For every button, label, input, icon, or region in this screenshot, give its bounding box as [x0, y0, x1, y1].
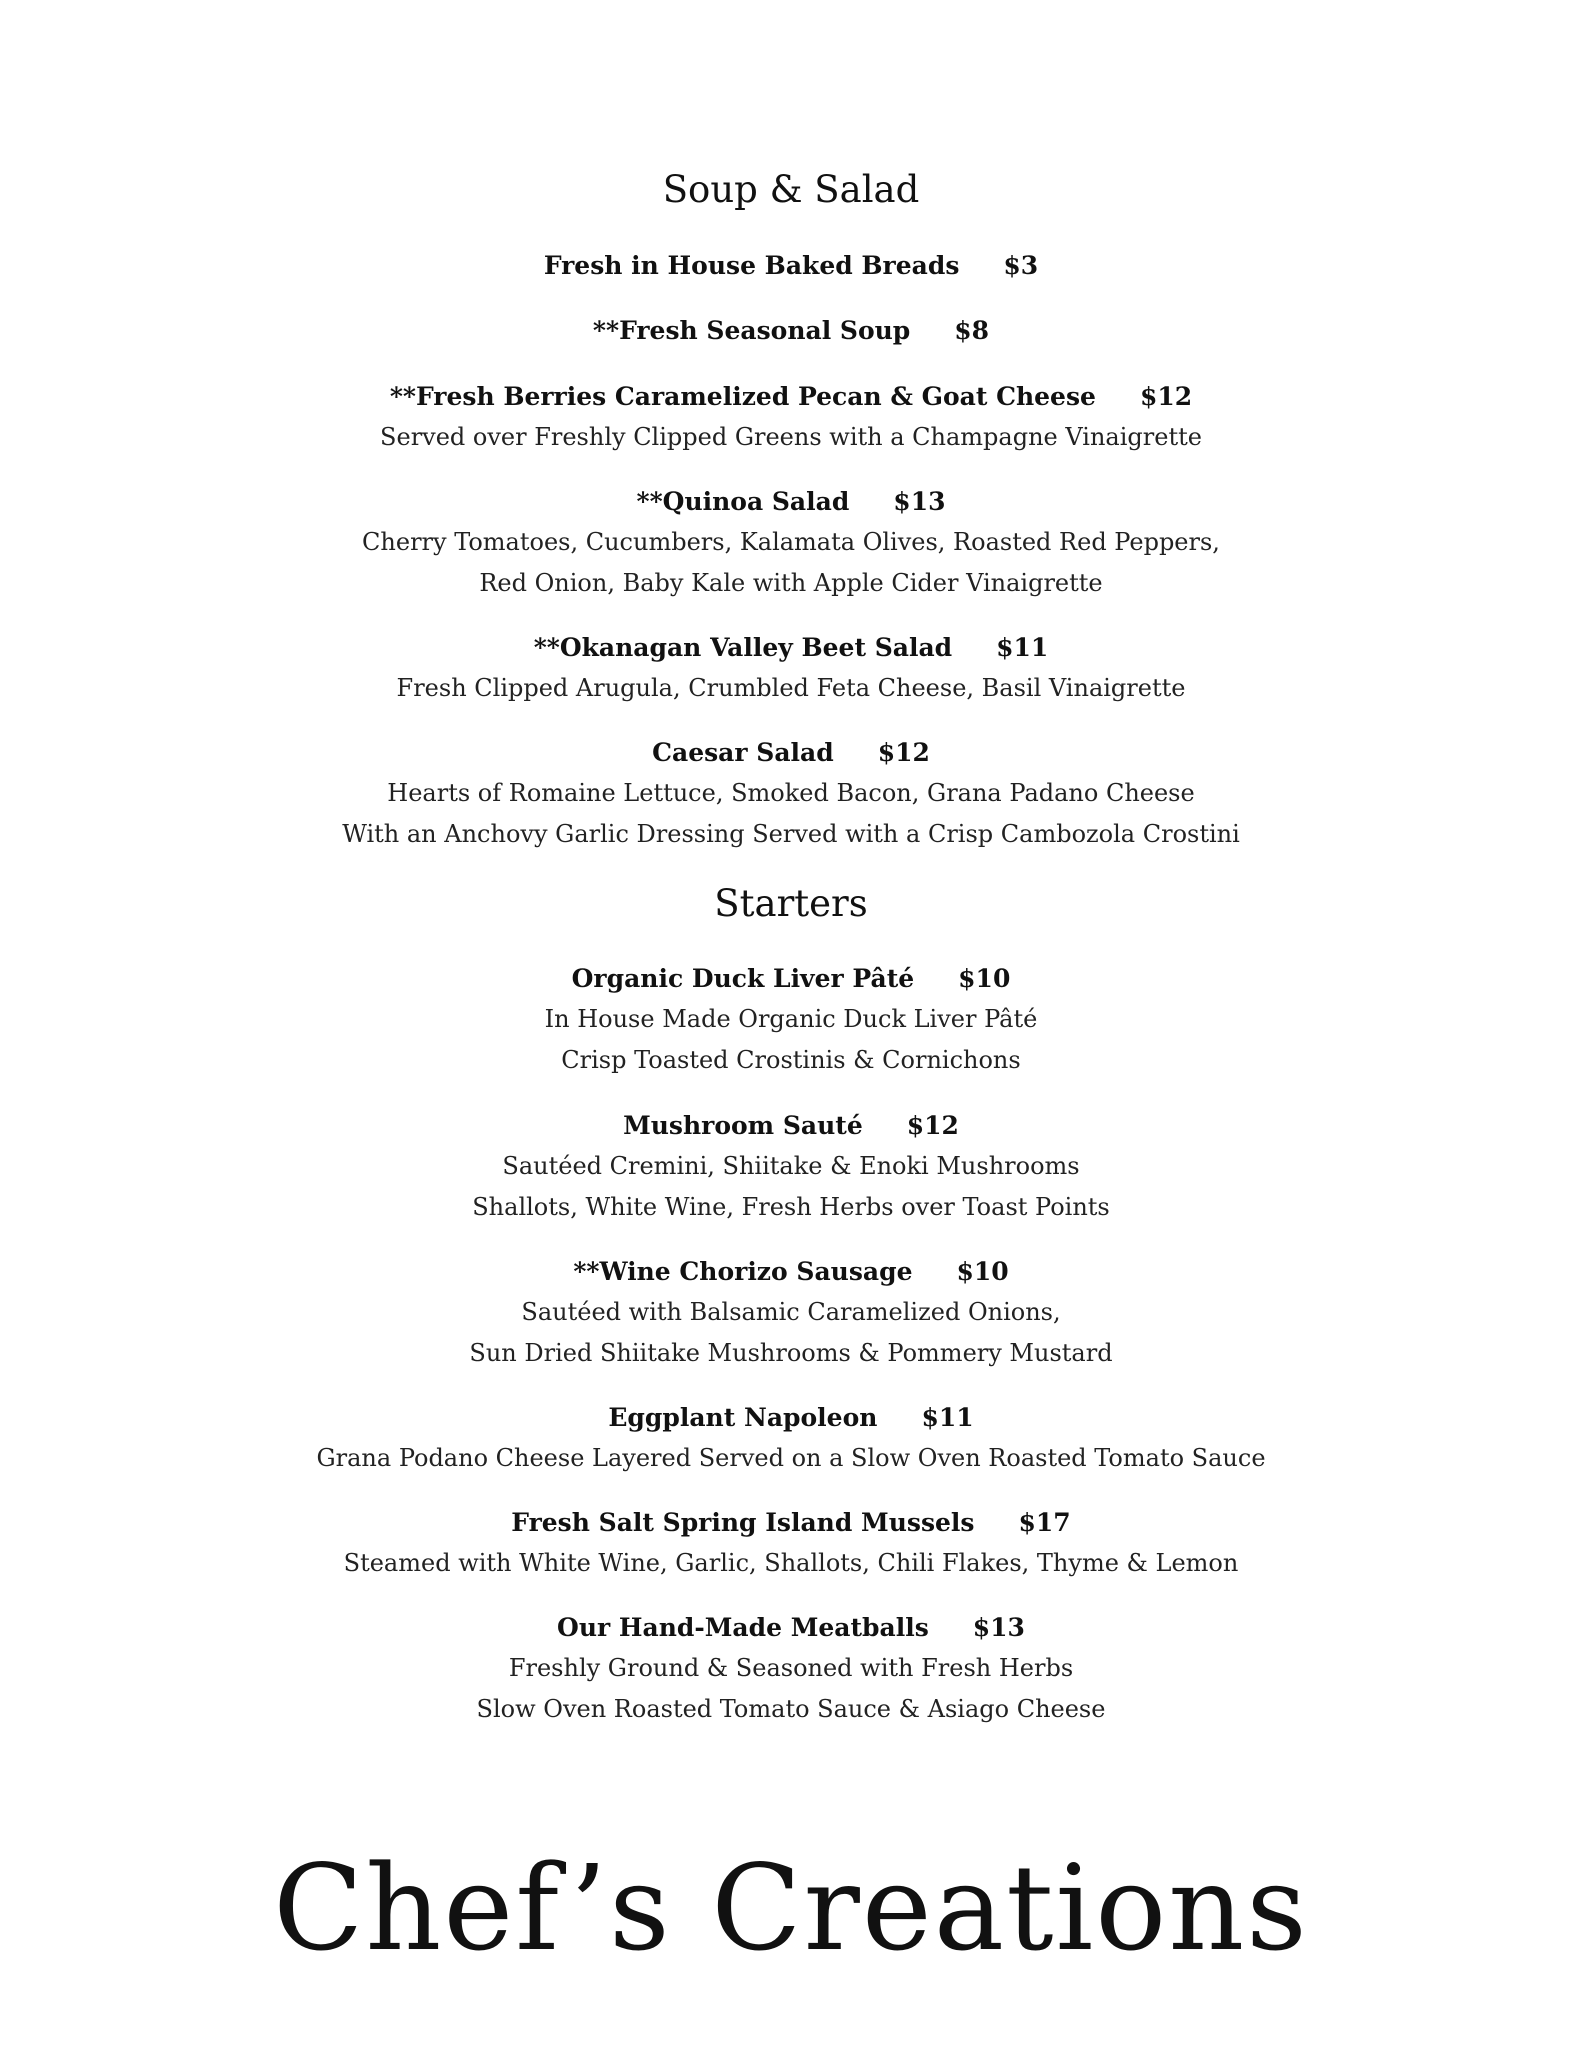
menu-item-chorizo-sausage	[0, 1256, 1582, 1288]
item-description: Sautéed with Balsamic Caramelized Onions,	[521, 1298, 1061, 1326]
item-description: Slow Oven Roasted Tomato Sauce & Asiago Cheese	[476, 1695, 1106, 1723]
item-name: **Fresh Berries Caramelized Pecan & Goat Cheese	[389, 382, 1096, 411]
item-description: Cherry Tomatoes, Cucumbers, Kalamata Olives, Roasted Red Peppers,	[362, 528, 1220, 556]
menu-item-duck-liver-pate	[0, 963, 1582, 995]
menu-item-mussels	[0, 1507, 1582, 1539]
item-price: $17	[1018, 1508, 1071, 1537]
item-description: Sun Dried Shiitake Mushrooms & Pommery Mustard	[469, 1339, 1113, 1367]
item-description: Freshly Ground & Seasoned with Fresh Herbs	[508, 1654, 1074, 1682]
item-price: $13	[972, 1613, 1025, 1642]
item-description: Hearts of Romaine Lettuce, Smoked Bacon, Grana Padano Cheese	[387, 779, 1195, 807]
item-description: Red Onion, Baby Kale with Apple Cider Vinaigrette	[479, 569, 1103, 597]
item-price: $13	[893, 487, 946, 516]
item-name: Caesar Salad	[652, 738, 834, 767]
menu-item-seasonal-soup	[0, 315, 1582, 347]
item-price: $11	[921, 1403, 974, 1432]
item-description: Served over Freshly Clipped Greens with a Champagne Vinaigrette	[380, 423, 1202, 451]
item-name: Mushroom Sauté	[623, 1111, 863, 1140]
section-title-soup-salad: Soup & Salad	[662, 168, 920, 211]
item-name: Eggplant Napoleon	[608, 1403, 878, 1432]
menu-item-berries-goat-cheese	[0, 381, 1582, 413]
item-name: Fresh Salt Spring Island Mussels	[511, 1508, 975, 1537]
menu-item-mushroom-saute	[0, 1110, 1582, 1142]
item-description: In House Made Organic Duck Liver Pâté	[544, 1005, 1038, 1033]
menu-item-beet-salad	[0, 632, 1582, 664]
item-price: $12	[1139, 382, 1193, 411]
item-name: Fresh in House Baked Breads	[543, 251, 960, 280]
menu-item-eggplant-napoleon	[0, 1402, 1582, 1434]
item-price: $12	[906, 1111, 959, 1140]
item-description: Grana Podano Cheese Layered Served on a Slow Oven Roasted Tomato Sauce	[316, 1444, 1266, 1472]
section-title-starters: Starters	[714, 882, 868, 925]
item-description: Fresh Clipped Arugula, Crumbled Feta Cheese, Basil Vinaigrette	[396, 674, 1186, 702]
item-price: $10	[956, 1257, 1009, 1286]
item-description: Steamed with White Wine, Garlic, Shallots, Chili Flakes, Thyme & Lemon	[343, 1549, 1239, 1577]
menu-item-quinoa-salad	[0, 486, 1582, 518]
menu-item-baked-breads	[0, 250, 1582, 282]
item-description: With an Anchovy Garlic Dressing Served with a Crisp Cambozola Crostini	[342, 820, 1240, 848]
footer-title: Chef’s Creations	[273, 1839, 1309, 1977]
item-name: **Wine Chorizo Sausage	[573, 1257, 913, 1286]
item-name: **Okanagan Valley Beet Salad	[533, 633, 953, 662]
item-price: $11	[996, 633, 1049, 662]
item-price: $3	[1003, 251, 1039, 280]
item-description: Crisp Toasted Crostinis & Cornichons	[561, 1046, 1021, 1074]
item-description: Sautéed Cremini, Shiitake & Enoki Mushrooms	[502, 1152, 1080, 1180]
item-name: Organic Duck Liver Pâté	[571, 964, 915, 993]
menu-item-caesar-salad	[0, 737, 1582, 769]
item-price: $8	[954, 316, 990, 345]
item-price: $10	[958, 964, 1011, 993]
item-price: $12	[877, 738, 930, 767]
item-name: **Fresh Seasonal Soup	[592, 316, 911, 345]
menu-item-meatballs	[0, 1612, 1582, 1644]
item-description: Shallots, White Wine, Fresh Herbs over Toast Points	[472, 1193, 1110, 1221]
item-name: **Quinoa Salad	[636, 487, 850, 516]
item-name: Our Hand-Made Meatballs	[557, 1613, 929, 1642]
